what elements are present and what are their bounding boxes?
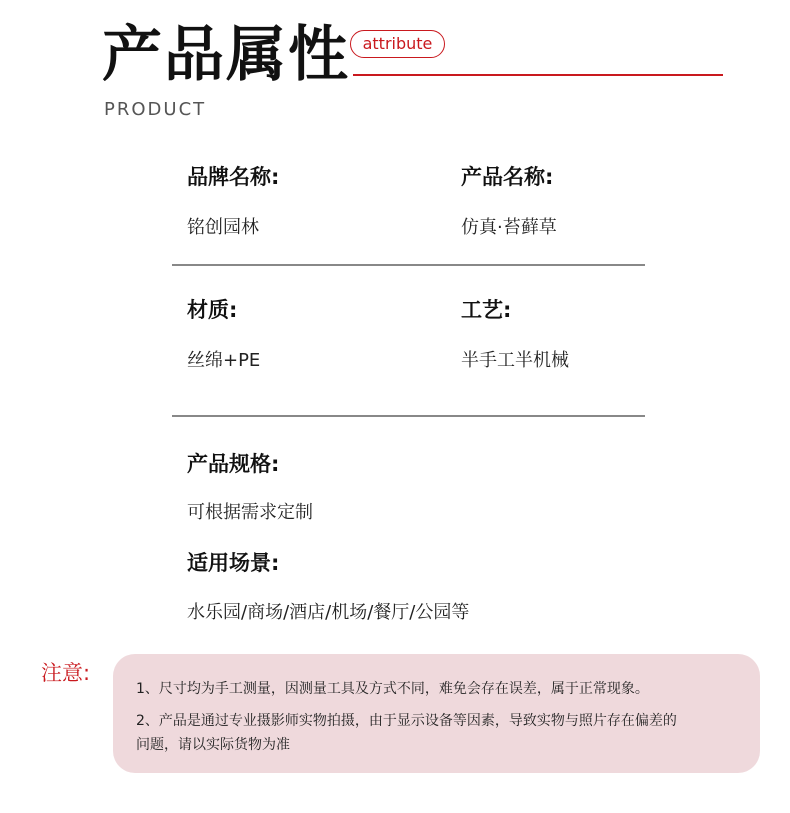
- page-subtitle: PRODUCT: [104, 99, 207, 120]
- brand-name-label: 品牌名称:: [187, 165, 280, 189]
- material-value: 丝绵+PE: [187, 350, 261, 371]
- row-divider: [172, 415, 645, 417]
- row-divider: [172, 264, 645, 266]
- material-label: 材质:: [187, 298, 238, 322]
- craft-value: 半手工半机械: [461, 350, 569, 371]
- notice-line: 问题，请以实际货物为准: [136, 737, 290, 753]
- notice-line: 2、产品是通过专业摄影师实物拍摄，由于显示设备等因素，导致实物与照片存在偏差的: [136, 713, 677, 729]
- craft-label: 工艺:: [461, 298, 512, 322]
- specification-value: 可根据需求定制: [187, 502, 313, 523]
- product-name-label: 产品名称:: [461, 165, 554, 189]
- notice-label: 注意:: [41, 661, 91, 685]
- brand-name-value: 铭创园林: [187, 217, 259, 238]
- attribute-tag: attribute: [350, 30, 445, 58]
- product-name-value: 仿真·苔藓草: [461, 217, 557, 238]
- title-divider: [353, 74, 723, 76]
- page-title: 产品属性: [102, 20, 350, 90]
- applicable-scenes-label: 适用场景:: [187, 551, 280, 575]
- notice-line: 1、尺寸均为手工测量，因测量工具及方式不同，难免会存在误差，属于正常现象。: [136, 681, 649, 697]
- specification-label: 产品规格:: [187, 452, 280, 476]
- notice-box: [113, 654, 760, 773]
- applicable-scenes-value: 水乐园/商场/酒店/机场/餐厅/公园等: [187, 602, 470, 623]
